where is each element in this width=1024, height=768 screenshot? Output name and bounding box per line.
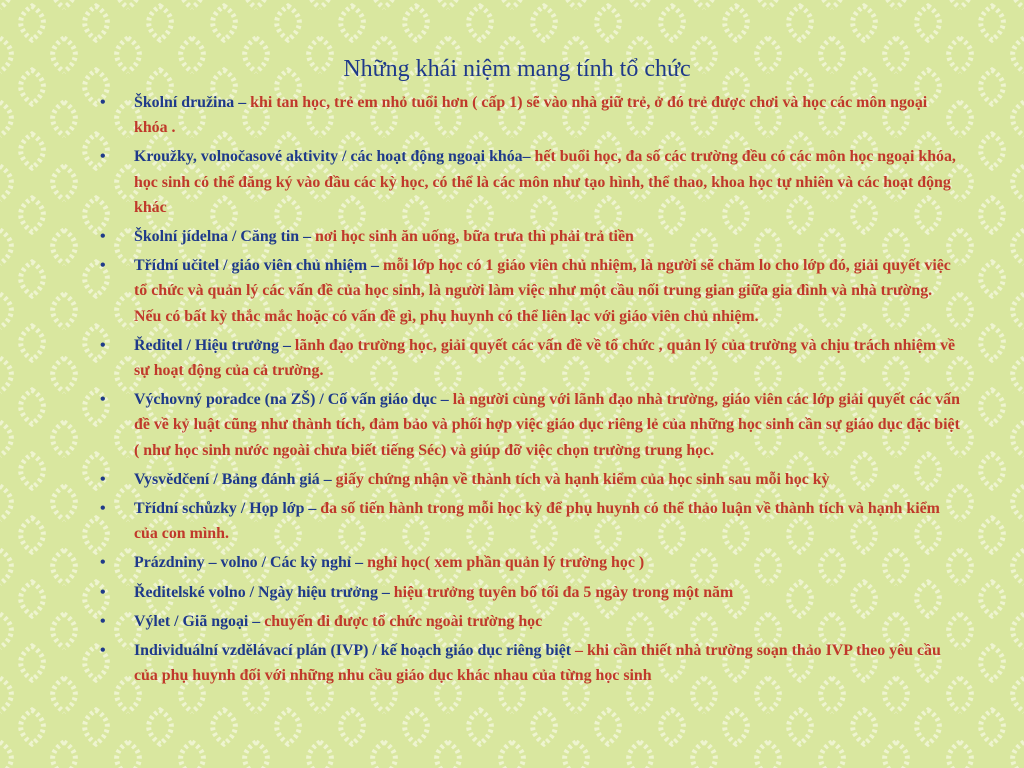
item-term: Individuální vzdělávací plán (IVP) / kế hoạch giáo dục riêng biệt [134,642,572,660]
item-term: Kroužky, volnočasové aktivity / các hoạt động ngoại khóa– [134,148,531,166]
list-item [100,550,960,575]
list-item [100,387,960,463]
list-item [100,253,960,329]
list-item [100,467,960,492]
item-term: Třídní schůzky / Họp lớp – [134,500,317,518]
bullet-icon: • [100,257,106,275]
item-description: lãnh đạo trường học, giải quyết các vấn đề về tổ chức , quản lý của trường và chịu trách nhiệm về sự hoạt động của cả trường. [134,336,956,380]
bullet-icon: • [100,583,106,601]
bullet-icon: • [100,336,106,354]
list-item [100,333,960,383]
item-description: giấy chứng nhận về thành tích và hạnh kiểm của học sinh sau mỗi học kỳ [331,470,830,488]
list-item [100,496,960,546]
bullet-icon: • [100,148,106,166]
bullet-icon: • [100,612,106,630]
item-term: Prázdniny – volno / Các kỳ nghỉ – [134,554,364,572]
item-description: là người cùng với lãnh đạo nhà trường, giáo viên các lớp giải quyết các vấn đề về kỷ luật cũng như thành tích, đảm bảo và phối hợp việc giáo dục riêng lẻ của những học sinh cần sự giáo dục đặc biệt ( như học sinh nước ngoài chưa biết tiếng Séc) và giúp đỡ việc chọn trường trung học. [134,391,960,459]
list-item [100,580,960,605]
item-term: Ředitel / Hiệu trưởng – [134,336,291,354]
bullet-icon: • [100,500,106,518]
slide-title: Những khái niệm mang tính tổ chức [343,56,691,82]
item-description: – khi cần thiết nhà trường soạn thảo IVP theo yêu cầu của phụ huynh đối với những nhu cầu giáo dục khác nhau của từng học sinh [134,642,941,685]
item-term: Školní družina – [134,94,247,111]
list-item [100,638,960,688]
item-description: nơi học sinh ăn uống, bữa trưa thì phải trả tiền [311,228,634,246]
item-description: đa số tiến hành trong mỗi học kỳ để phụ huynh có thể thảo luận về thành tích và hạnh kiểm của con mình. [134,500,940,543]
item-description: mỗi lớp học có 1 giáo viên chủ nhiệm, là người sẽ chăm lo cho lớp đó, giải quyết việc tổ chức và quản lý các vấn đề của học sinh, là người làm việc như một cầu nối trung gian giữa gia đình và nhà trường. Nếu có bất kỳ thắc mắc hoặc có vấn đề gì, phụ huynh có thể liên lạc với giáo viên chủ nhiệm. [134,257,951,325]
bullet-icon: • [100,554,106,572]
item-description: hết buổi học, đa số các trường đều có các môn học ngoại khóa, học sinh có thể đăng ký vào đầu các kỳ học, có thể là các môn như tạo hình, thể thao, khoa học tự nhiên và các hoạt động khác [134,148,956,216]
bullet-list [100,90,960,692]
item-term: Výlet / Giã ngoại – [134,612,261,630]
bullet-icon: • [100,94,106,111]
list-item [100,90,960,140]
bullet-icon: • [100,391,106,409]
list-item [100,224,960,249]
item-term: Výchovný poradce (na ZŠ) / Cố vấn giáo dục – [134,391,449,409]
bullet-icon: • [100,228,106,246]
item-term: Ředitelské volno / Ngày hiệu trưởng – [134,583,390,601]
item-description: nghỉ học( xem phần quản lý trường học ) [363,554,645,572]
item-term: Vysvědčení / Bảng đánh giá – [134,470,332,488]
bullet-icon: • [100,470,106,488]
bullet-icon: • [100,642,106,660]
item-description: chuyến đi được tổ chức ngoài trường học [260,612,543,630]
list-item [100,144,960,220]
item-description: khi tan học, trẻ em nhỏ tuổi hơn ( cấp 1) sẽ vào nhà giữ trẻ, ở đó trẻ được chơi và học các môn ngoại khóa . [134,94,928,137]
item-term: Třídní učitel / giáo viên chủ nhiệm – [134,257,380,275]
item-term: Školní jídelna / Căng tin – [134,228,312,246]
item-description: hiệu trưởng tuyên bố tối đa 5 ngày trong một năm [389,583,734,601]
list-item [100,609,960,634]
